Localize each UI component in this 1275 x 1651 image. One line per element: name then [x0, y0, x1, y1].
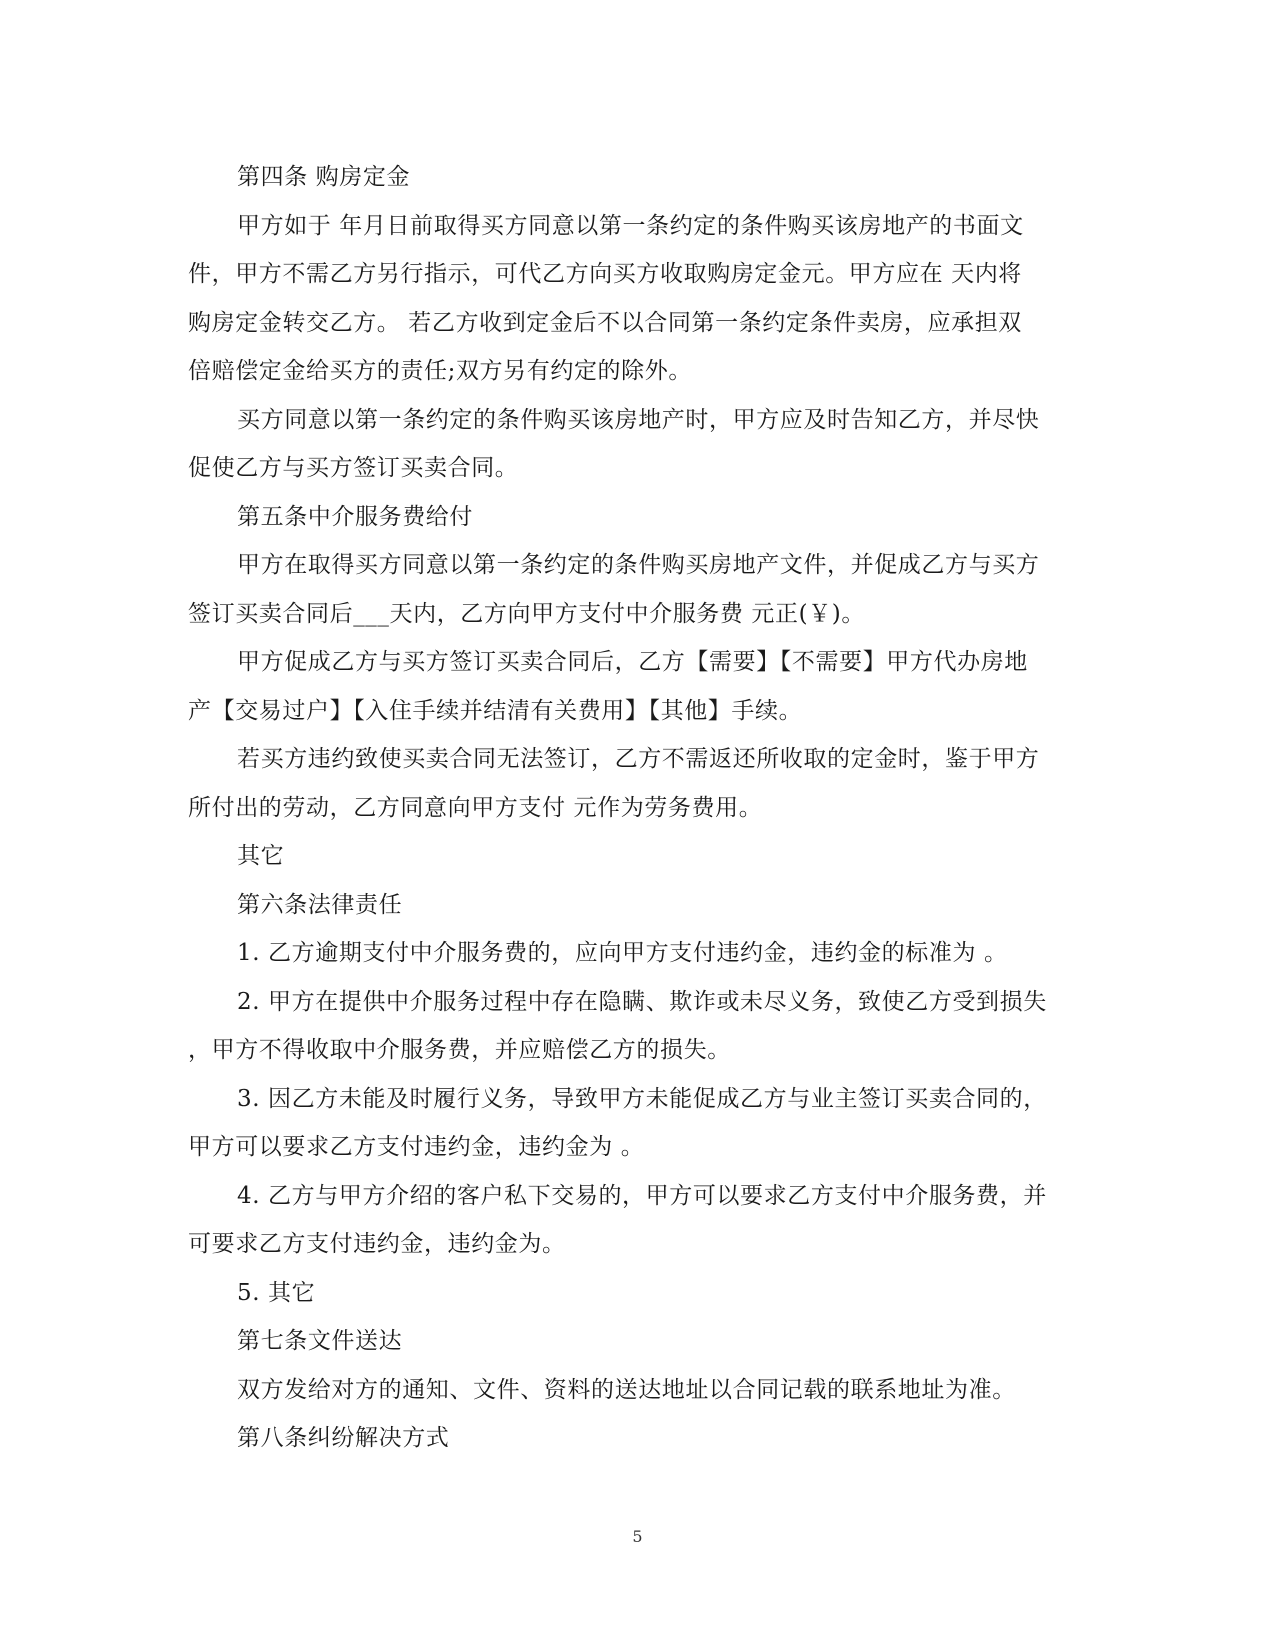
text-line: 签订买卖合同后___天内，乙方向甲方支付中介服务费 元正(￥)。	[188, 600, 865, 627]
text-line: 5. 其它	[237, 1279, 316, 1306]
page-number: 5	[632, 1527, 643, 1546]
text-line: 可要求乙方支付违约金，违约金为。	[188, 1231, 566, 1257]
text-line: 第四条 购房定金	[237, 164, 411, 190]
text-line: 双方发给对方的通知、文件、资料的送达地址以合同记载的联系地址为准。	[237, 1376, 1016, 1403]
text-line: 甲方可以要求乙方支付违约金，违约金为 。	[188, 1134, 645, 1160]
document-body	[188, 153, 1088, 1463]
text-line: 若买方违约致使买卖合同无法签订，乙方不需返还所收取的定金时，鉴于甲方	[237, 746, 1040, 772]
text-line: 所付出的劳动，乙方同意向甲方支付 元作为劳务费用。	[188, 794, 763, 821]
text-line: 件，甲方不需乙方另行指示，可代乙方向买方收取购房定金元。甲方应在 天内将	[188, 261, 1022, 287]
text-line: 甲方促成乙方与买方签订买卖合同后，乙方【需要】【不需要】甲方代办房地	[237, 649, 1028, 675]
text-line: 甲方在取得买方同意以第一条约定的条件购买房地产文件，并促成乙方与买方	[237, 552, 1040, 578]
text-line: 购房定金转交乙方。 若乙方收到定金后不以合同第一条约定条件卖房，应承担双	[188, 309, 1022, 336]
text-line: 2. 甲方在提供中介服务过程中存在隐瞒、欺诈或未尽义务，致使乙方受到损失	[237, 988, 1047, 1015]
text-line: 第七条文件送达	[237, 1328, 403, 1354]
text-line: 第八条纠纷解决方式	[237, 1425, 450, 1451]
text-line: 3. 因乙方未能及时履行义务，导致甲方未能促成乙方与业主签订买卖合同的，	[237, 1085, 1047, 1112]
text-line: 4. 乙方与甲方介绍的客户私下交易的，甲方可以要求乙方支付中介服务费，并	[237, 1182, 1047, 1209]
text-line: 1. 乙方逾期支付中介服务费的，应向甲方支付违约金，违约金的标准为 。	[237, 940, 1008, 966]
text-line: 第六条法律责任	[237, 891, 403, 918]
text-line: 产【交易过户】【入住手续并结清有关费用】【其他】手续。	[188, 697, 803, 724]
text-line: 促使乙方与买方签订买卖合同。	[188, 455, 519, 481]
text-line: ，甲方不得收取中介服务费，并应赔偿乙方的损失。	[188, 1037, 731, 1063]
text-line: 甲方如于 年月日前取得买方同意以第一条约定的条件购买该房地产的书面文	[237, 212, 1024, 239]
text-line: 买方同意以第一条约定的条件购买该房地产时，甲方应及时告知乙方，并尽快	[237, 406, 1040, 433]
text-line: 其它	[237, 843, 285, 869]
text-line: 倍赔偿定金给买方的责任;双方另有约定的除外。	[188, 358, 692, 384]
text-line: 第五条中介服务费给付	[237, 503, 473, 530]
